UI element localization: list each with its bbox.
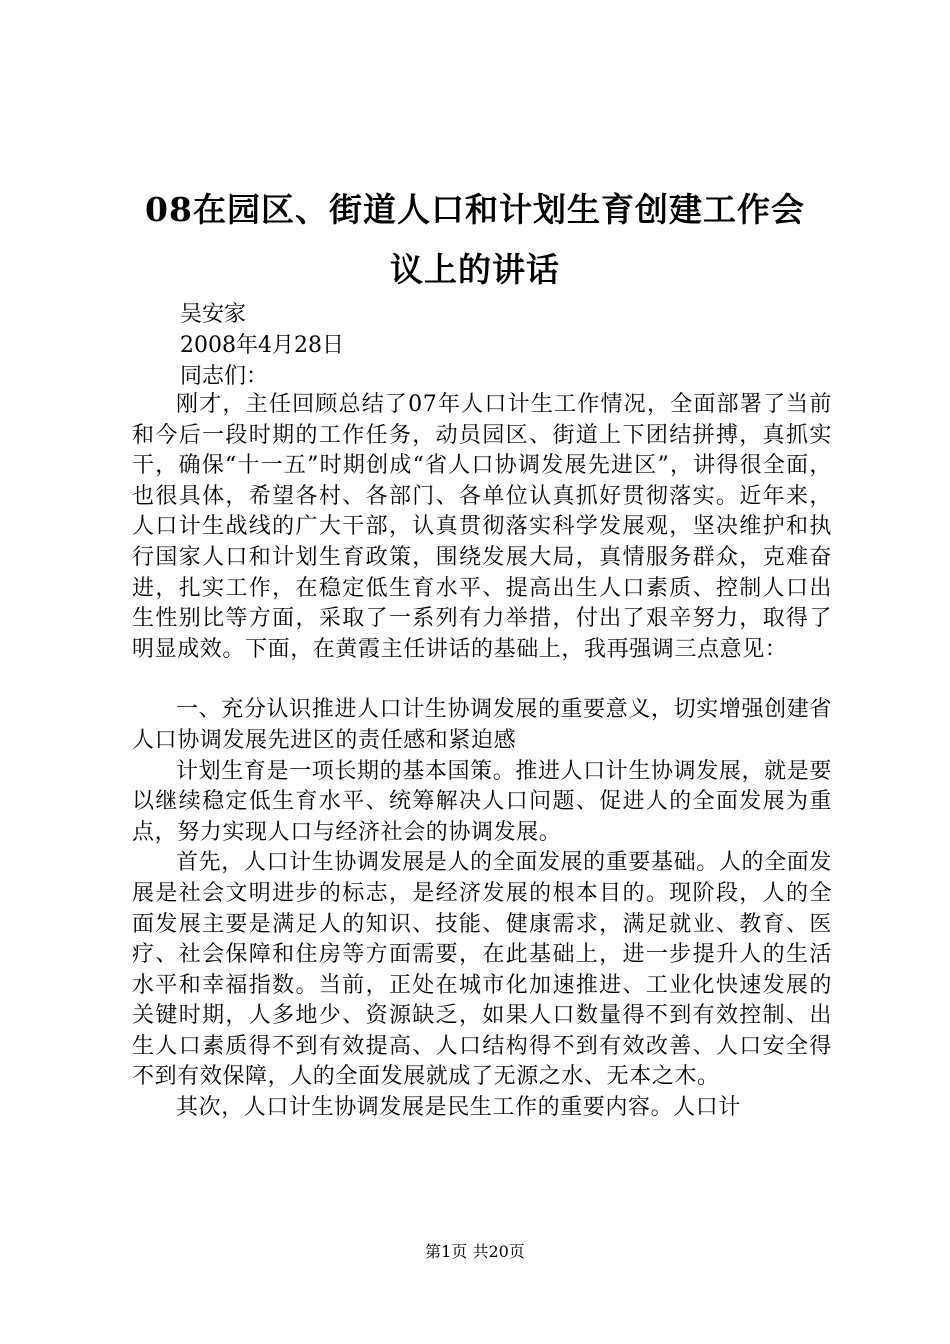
- paragraph-policy: 计划生育是一项长期的基本国策。推进人口计生协调发展，就是要以继续稳定低生育水平、统筹解决人口问题、促进人的全面发展为重点，努力实现人口与经济社会的协调发展。: [132, 758, 832, 845]
- author-name: 吴安家: [180, 302, 247, 327]
- section-heading-1: 一、充分认识推进人口计生协调发展的重要意义，切实增强创建省人口协调发展先进区的责任感和紧迫感: [132, 697, 832, 753]
- paragraph-first-point: 首先，人口计生协调发展是人的全面发展的重要基础。人的全面发展是社会文明进步的标志，是经济发展的根本目的。现阶段，人的全面发展主要是满足人的知识、技能、健康需求，满足就业、教育、医疗、社会保障和住房等方面需要，在此基础上，进一步提升人的生活水平和幸福指数。当前，正处在城市化加速推进、工业化快速发展的关键时期，人多地少、资源缺乏，如果人口数量得不到有效控制、出生人口素质得不到有效提高、人口结构得不到有效改善、人口安全得不到有效保障，人的全面发展就成了无源之水、无本之木。: [132, 850, 832, 1090]
- page-footer: 第1页 共20页: [425, 1242, 525, 1261]
- salutation: 同志们：: [180, 364, 269, 389]
- document-body: [132, 390, 832, 1124]
- document-title-line-1: 08在园区、街道人口和计划生育创建工作会: [145, 190, 805, 229]
- paragraph-intro: 刚才，主任回顾总结了07年人口计生工作情况，全面部署了当前和今后一段时期的工作任务，动员园区、街道上下团结拼搏，真抓实干，确保“十一五”时期创成“省人口协调发展先进区”，讲得很全面，也很具体，希望各村、各部门、各单位认真抓好贯彻落实。近年来，人口计生战线的广大干部，认真贯彻落实科学发展观，坚决维护和执行国家人口和计划生育政策，围绕发展大局，真情服务群众，克难奋进，扎实工作，在稳定低生育水平、提高出生人口素质、控制人口出生性别比等方面，采取了一系列有力举措，付出了艰辛努力，取得了明显成效。下面，在黄霞主任讲话的基础上，我再强调三点意见：: [132, 392, 832, 662]
- speech-date: 2008年4月28日: [180, 333, 344, 358]
- paragraph-second-point: 其次，人口计生协调发展是民生工作的重要内容。人口计: [176, 1095, 742, 1121]
- paragraph-spacer: [132, 665, 832, 695]
- document-title-line-2: 议上的讲话: [390, 250, 560, 289]
